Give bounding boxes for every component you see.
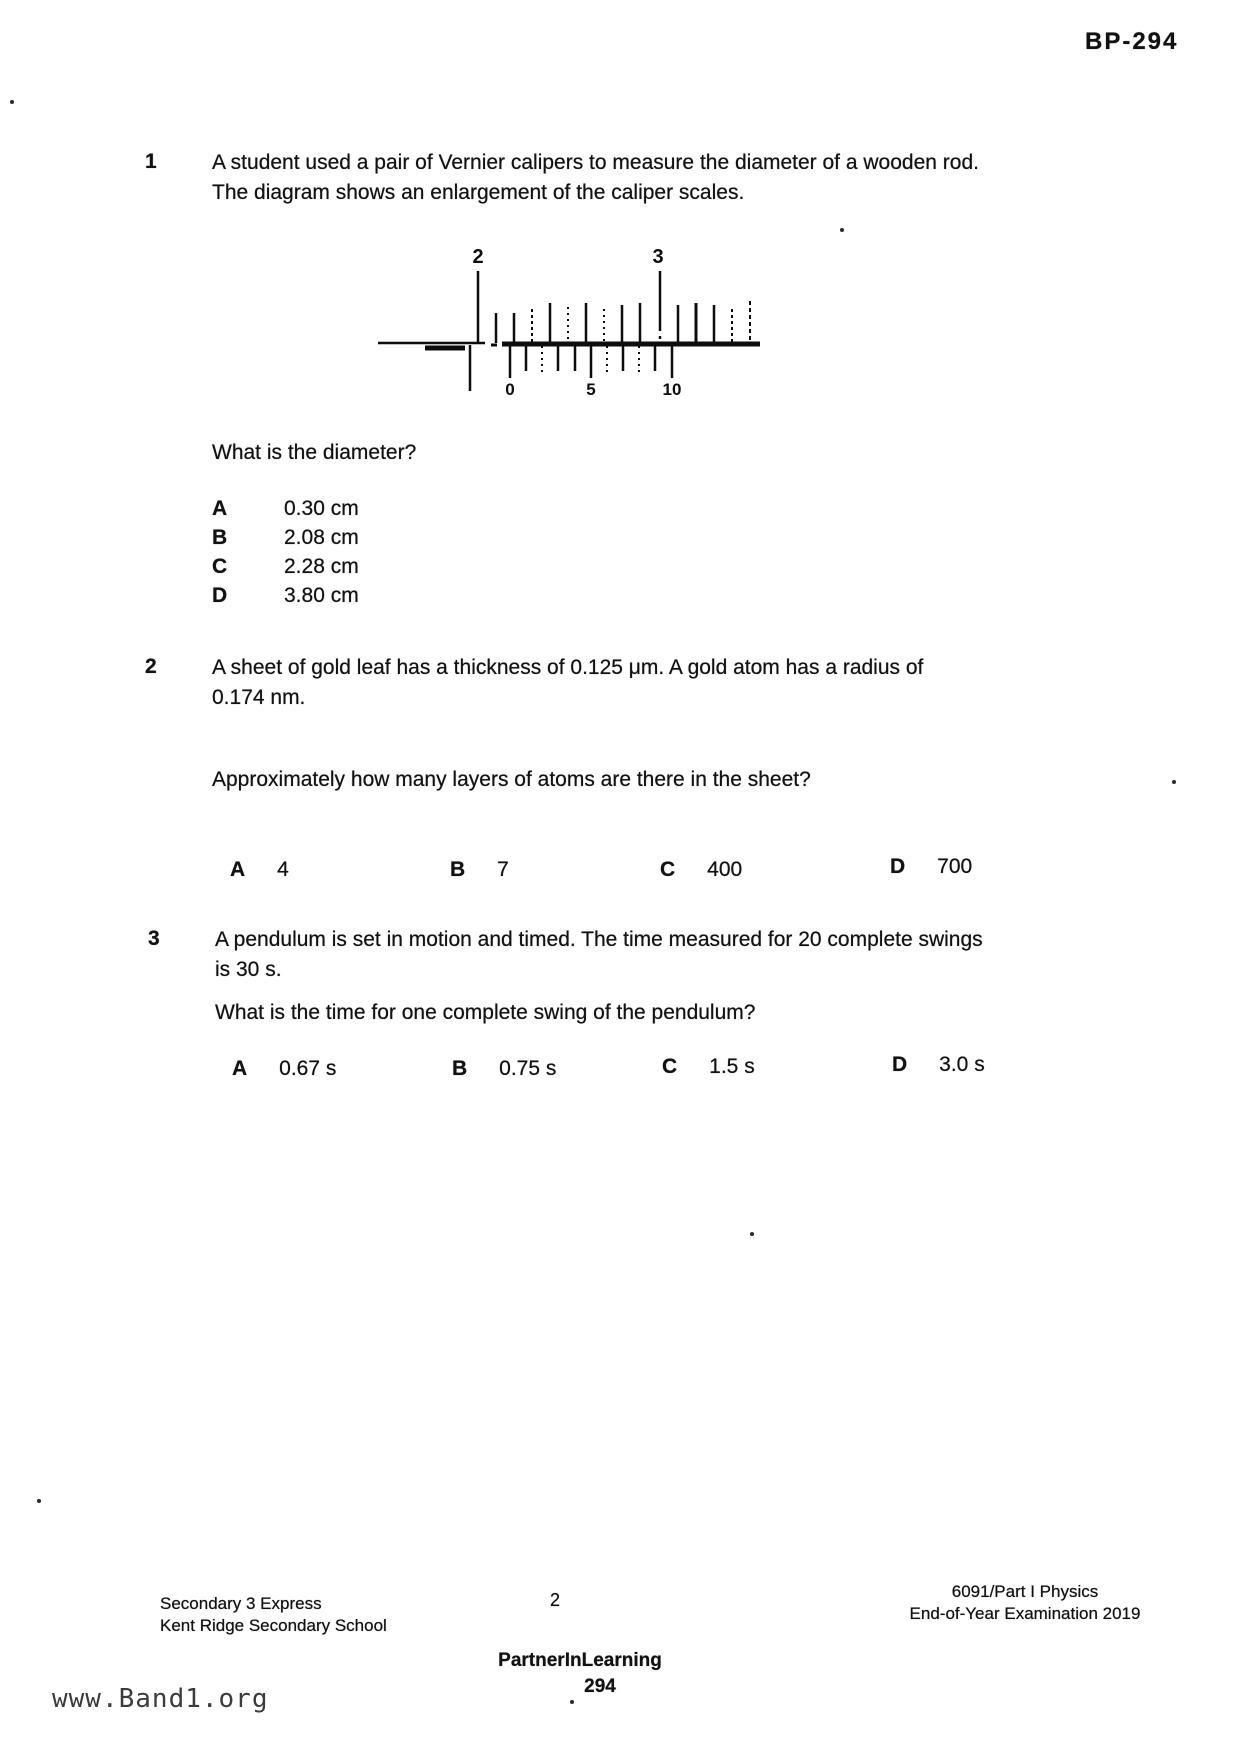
footer-school-block xyxy=(160,1593,387,1637)
vernier-scale-label: 5 xyxy=(586,380,596,399)
question-number: 2 xyxy=(145,655,157,678)
scan-artifact xyxy=(37,1499,41,1503)
question-text-line: A pendulum is set in motion and timed. The time measured for 20 complete swings xyxy=(215,928,983,951)
question-number: 1 xyxy=(145,150,157,173)
option-value: 4 xyxy=(277,858,289,881)
main-scale-label: 2 xyxy=(472,246,484,268)
footer-exam: End-of-Year Examination 2019 xyxy=(909,1604,1141,1623)
vernier-caliper-diagram xyxy=(370,243,770,408)
footer-exam-block xyxy=(880,1581,1170,1625)
scan-artifact xyxy=(10,100,14,104)
vernier-scale-label: 0 xyxy=(505,380,515,399)
footer-subject: 6091/Part I Physics xyxy=(951,1582,1099,1601)
option-value: 400 xyxy=(707,858,743,881)
page-code: BP-294 xyxy=(1085,28,1179,55)
option-value: 3.0 s xyxy=(939,1053,985,1076)
option-value: 700 xyxy=(937,855,973,878)
option-letter: A xyxy=(232,1057,248,1080)
question-prompt: What is the time for one complete swing of the pendulum? xyxy=(215,1001,756,1024)
answer-option xyxy=(660,858,742,882)
option-value: 2.08 cm xyxy=(284,526,359,549)
question-text-line: A sheet of gold leaf has a thickness of 0.125 μm. A gold atom has a radius of xyxy=(212,656,924,679)
option-value: 0.75 s xyxy=(499,1057,557,1080)
option-letter: A xyxy=(212,497,228,520)
question-text-line: The diagram shows an enlargement of the caliper scales. xyxy=(212,181,745,204)
option-value: 7 xyxy=(497,858,509,881)
scan-artifact xyxy=(1172,780,1176,784)
answer-option xyxy=(892,1053,985,1077)
answer-option xyxy=(452,1057,556,1081)
answer-option xyxy=(232,1057,336,1081)
option-letter: C xyxy=(662,1055,678,1078)
watermark: www.Band1.org xyxy=(52,1684,269,1714)
option-letter: D xyxy=(892,1053,908,1076)
option-value: 0.67 s xyxy=(279,1057,337,1080)
option-letter: C xyxy=(660,858,676,881)
question-prompt: Approximately how many layers of atoms are there in the sheet? xyxy=(212,768,811,791)
answer-option xyxy=(662,1055,755,1079)
answer-option xyxy=(230,858,289,882)
answer-option xyxy=(212,494,359,523)
scan-artifact xyxy=(750,1232,754,1236)
option-value: 3.80 cm xyxy=(284,584,359,607)
vernier-scale-label: 10 xyxy=(662,380,682,399)
option-letter: C xyxy=(212,555,228,578)
question-number: 3 xyxy=(148,927,160,950)
option-letter: B xyxy=(452,1057,468,1080)
answer-options xyxy=(212,494,359,610)
option-letter: B xyxy=(450,858,466,881)
footer-brand: PartnerInLearning xyxy=(498,1650,662,1671)
question-text-line: A student used a pair of Vernier calipers to measure the diameter of a wooden rod. xyxy=(212,151,979,174)
scan-artifact xyxy=(840,228,844,232)
option-letter: D xyxy=(212,584,228,607)
footer-brand-number: 294 xyxy=(584,1676,616,1697)
footer-level: Secondary 3 Express xyxy=(160,1594,322,1613)
option-value: 1.5 s xyxy=(709,1055,755,1078)
option-letter: A xyxy=(230,858,246,881)
question-text xyxy=(212,148,979,208)
footer-school: Kent Ridge Secondary School xyxy=(160,1616,387,1635)
option-value: 0.30 cm xyxy=(284,497,359,520)
page-number: 2 xyxy=(550,1590,561,1610)
question-text-line: is 30 s. xyxy=(215,958,282,981)
answer-option xyxy=(212,552,359,581)
main-scale-label: 3 xyxy=(652,246,664,268)
question-text xyxy=(215,925,983,985)
question-text xyxy=(212,653,923,713)
option-letter: B xyxy=(212,526,228,549)
question-text-line: 0.174 nm. xyxy=(212,686,306,709)
answer-option xyxy=(450,858,509,882)
scan-artifact xyxy=(570,1700,574,1704)
answer-option xyxy=(890,855,972,879)
answer-option xyxy=(212,523,359,552)
option-letter: D xyxy=(890,855,906,878)
option-value: 2.28 cm xyxy=(284,555,359,578)
answer-option xyxy=(212,581,359,610)
question-prompt: What is the diameter? xyxy=(212,441,417,464)
